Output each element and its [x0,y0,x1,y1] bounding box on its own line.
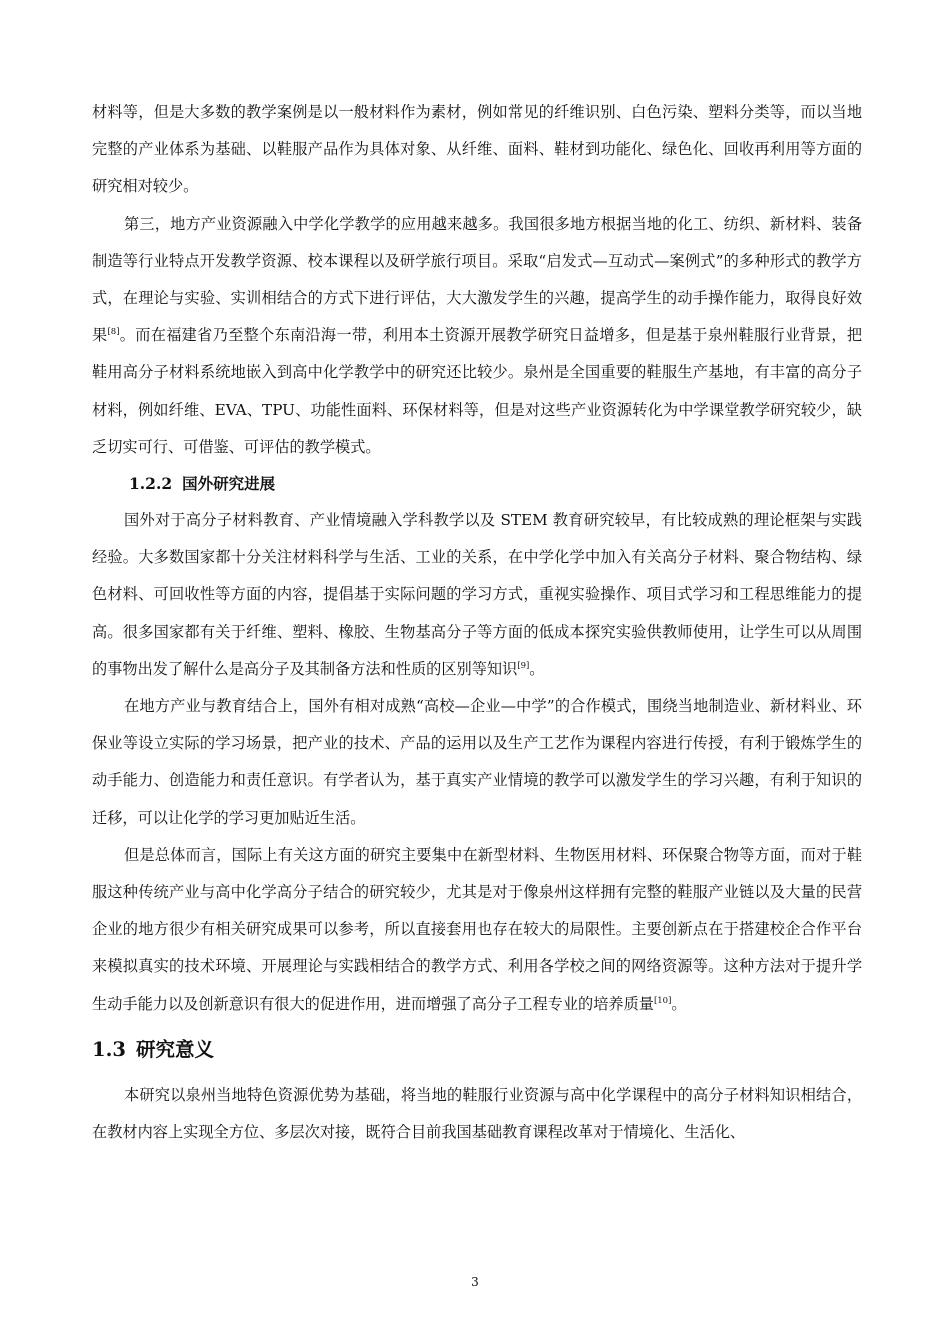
section-number: 1.2.2 [129,474,173,494]
paragraph-foreign-research [92,502,862,688]
page-number: 3 [471,1275,479,1289]
section-number: 1.3 [92,1037,126,1061]
citation-ref: [9] [517,660,530,671]
paragraph-text: 国外对于高分子材料教育、产业情境融入学科教学以及 STEM 教育研究较早，有比较成熟的理论框架与实践经验。大多数国家都十分关注材料科学与生活、工业的关系，在中学化学中加入有关高分子材料、聚合物结构、绿色材料、可回收性等方面的内容，提倡基于实际问题的学习方式，重视实验操作、项目式学习和工程思维能力的提高。很多国家都有关于纤维、塑料、橡胶、生物基高分子等方面的低成本探究实验供教师使用，让学生可以从周围的事物出发了解什么是高分子及其制备方法和性质的区别等知识 [92,511,862,678]
paragraph-text: 第三，地方产业资源融入中学化学教学的应用越来越多。我国很多地方根据当地的化工、纺织、新材料、装备制造等行业特点开发教学资源、校本课程以及研学旅行项目。采取“启发式—互动式—案例式”的多种形式的教学方式，在理论与实验、实训相结合的方式下进行评估，大大激发学生的兴趣，提高学生的动手操作能力，取得良好效果 [92,214,862,345]
paragraph-materials-cases [92,94,862,206]
paragraph-text: 但是总体而言，国际上有关这方面的研究主要集中在新型材料、生物医用材料、环保聚合物等方面，而对于鞋服这种传统产业与高中化学高分子结合的研究较少，尤其是对于像泉州这样拥有完整的鞋服产业链以及大量的民营企业的地方很少有相关研究成果可以参考，所以直接套用也存在较大的局限性。主要创新点在于搭建校企合作平台来模拟真实的技术环境、开展理论与实践相结合的教学方式、利用各学校之间的网络资源等。这种方法对于提升学生动手能力以及创新意识有很大的促进作用，进而增强了高分子工程专业的培养质量 [92,845,862,1013]
citation-ref: [8] [107,327,120,338]
section-heading-1-2-2 [92,466,862,502]
page-body [92,94,862,1151]
citation-ref: [10] [653,995,672,1006]
paragraph-research-significance [92,1077,862,1151]
section-title: 研究意义 [135,1037,214,1061]
paragraph-text: 。而在福建省乃至整个东南沿海一带，利用本土资源开展教学研究日益增多，但是基于泉州鞋服行业背景，把鞋用高分子材料系统地嵌入到高中化学教学中的研究还比较少。泉州是全国重要的鞋服生产基地，有丰富的高分子材料，例如纤维、EVA、TPU、功能性面料、环保材料等，但是对这些产业资源转化为中学课堂教学研究较少，缺乏切实可行、可借鉴、可评估的教学模式。 [92,326,863,456]
paragraph-text: 。 [529,659,545,678]
paragraph-overall-summary [92,837,862,1023]
paragraph-cooperation-model [92,688,862,837]
paragraph-local-industry [92,206,862,466]
paragraph-text: 材料等，但是大多数的教学案例是以一般材料作为素材，例如常见的纤维识别、白色污染、塑料分类等，而以当地完整的产业体系为基础、以鞋服产品作为具体对象、从纤维、面料、鞋材到功能化、绿色化、回收再利用等方面的研究相对较少。 [92,103,862,196]
section-heading-1-3 [92,1023,862,1077]
paragraph-text: 在地方产业与教育结合上，国外有相对成熟“高校—企业—中学”的合作模式，围绕当地制造业、新材料业、环保业等设立实际的学习场景，把产业的技术、产品的运用以及生产工艺作为课程内容进行传授，有利于锻炼学生的动手能力、创造能力和责任意识。有学者认为，基于真实产业情境的教学可以激发学生的学习兴趣，有利于知识的迁移，可以让化学的学习更加贴近生活。 [92,697,862,827]
section-title: 国外研究进展 [182,474,276,494]
paragraph-text: 本研究以泉州当地特色资源优势为基础，将当地的鞋服行业资源与高中化学课程中的高分子材料知识相结合，在教材内容上实现全方位、多层次对接，既符合目前我国基础教育课程改革对于情境化、生活化、 [92,1085,862,1142]
paragraph-text: 。 [671,994,687,1013]
